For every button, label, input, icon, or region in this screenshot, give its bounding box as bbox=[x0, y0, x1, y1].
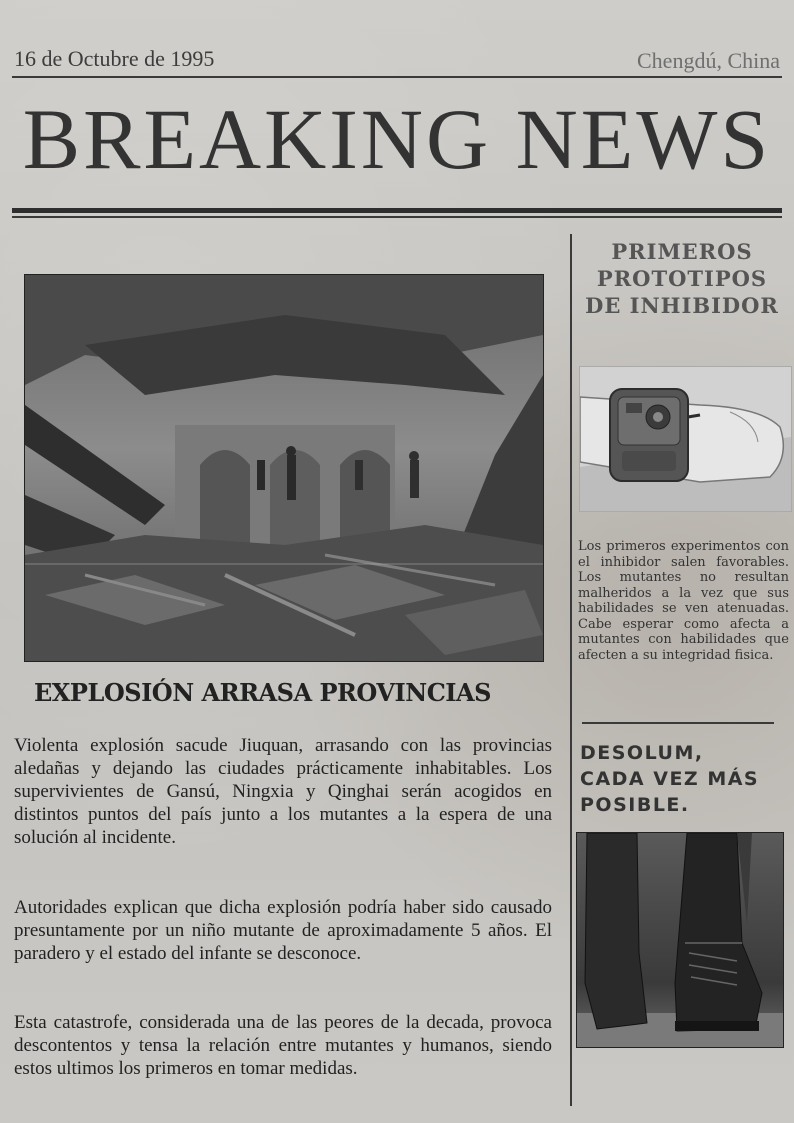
sidebar-photo-1 bbox=[579, 366, 792, 512]
main-paragraph-3: Esta catastrofe, considerada una de las peores de la decada, provoca descontentos y tensa la relación entre mutantes y humanos, siendo estos ultimos los primeros en tomar medidas. bbox=[14, 1012, 552, 1079]
issue-date: 16 de Octubre de 1995 bbox=[14, 46, 215, 71]
main-paragraph-2: Autoridades explican que dicha explosión podría haber sido causado presuntamente por un niño mutante de aproximadamente 5 años. El paradero y el estado del infante se desconoce. bbox=[14, 897, 552, 964]
issue-location: Chengdú, China bbox=[637, 48, 780, 73]
combat-boots-icon bbox=[577, 833, 783, 1047]
header-rule-thick bbox=[12, 208, 782, 213]
main-paragraph-1: Violenta explosión sacude Jiuquan, arrasando con las provincias aledañas y dejando las ciudades prácticamente inhabitables. Los supervivientes de Gansú, Ningxia y Qinghai serán acogidos en distintos puntos del país junto a los mutantes a la espera de una solución al incidente. bbox=[14, 735, 552, 848]
inhibitor-wristband-icon bbox=[580, 367, 791, 511]
sidebar-body-1: Los primeros experimentos con el inhibidor salen favorables. Los mutantes no resultan malheridos a la vez que sus habilidades se ven atenuadas. Cabe esperar como afecta a mutantes con habilidades que afecten a su integridad fisica. bbox=[578, 539, 789, 663]
sidebar-photo-2 bbox=[576, 832, 784, 1048]
sidebar-headline-1: PRIMEROS PROTOTIPOS DE INHIBIDOR bbox=[585, 239, 779, 318]
header-rule-top bbox=[12, 76, 782, 78]
main-story-photo bbox=[24, 274, 544, 662]
rubble-photo-icon bbox=[25, 275, 543, 661]
masthead-title: BREAKING NEWS bbox=[22, 91, 772, 187]
header-rule-bottom bbox=[12, 216, 782, 218]
main-headline: EXPLOSIÓN ARRASA PROVINCIAS bbox=[34, 678, 491, 707]
sidebar-headline-2: DESOLUM, CADA VEZ MÁS POSIBLE. bbox=[580, 742, 760, 816]
sidebar-rule bbox=[582, 722, 774, 724]
column-divider bbox=[570, 234, 572, 1106]
